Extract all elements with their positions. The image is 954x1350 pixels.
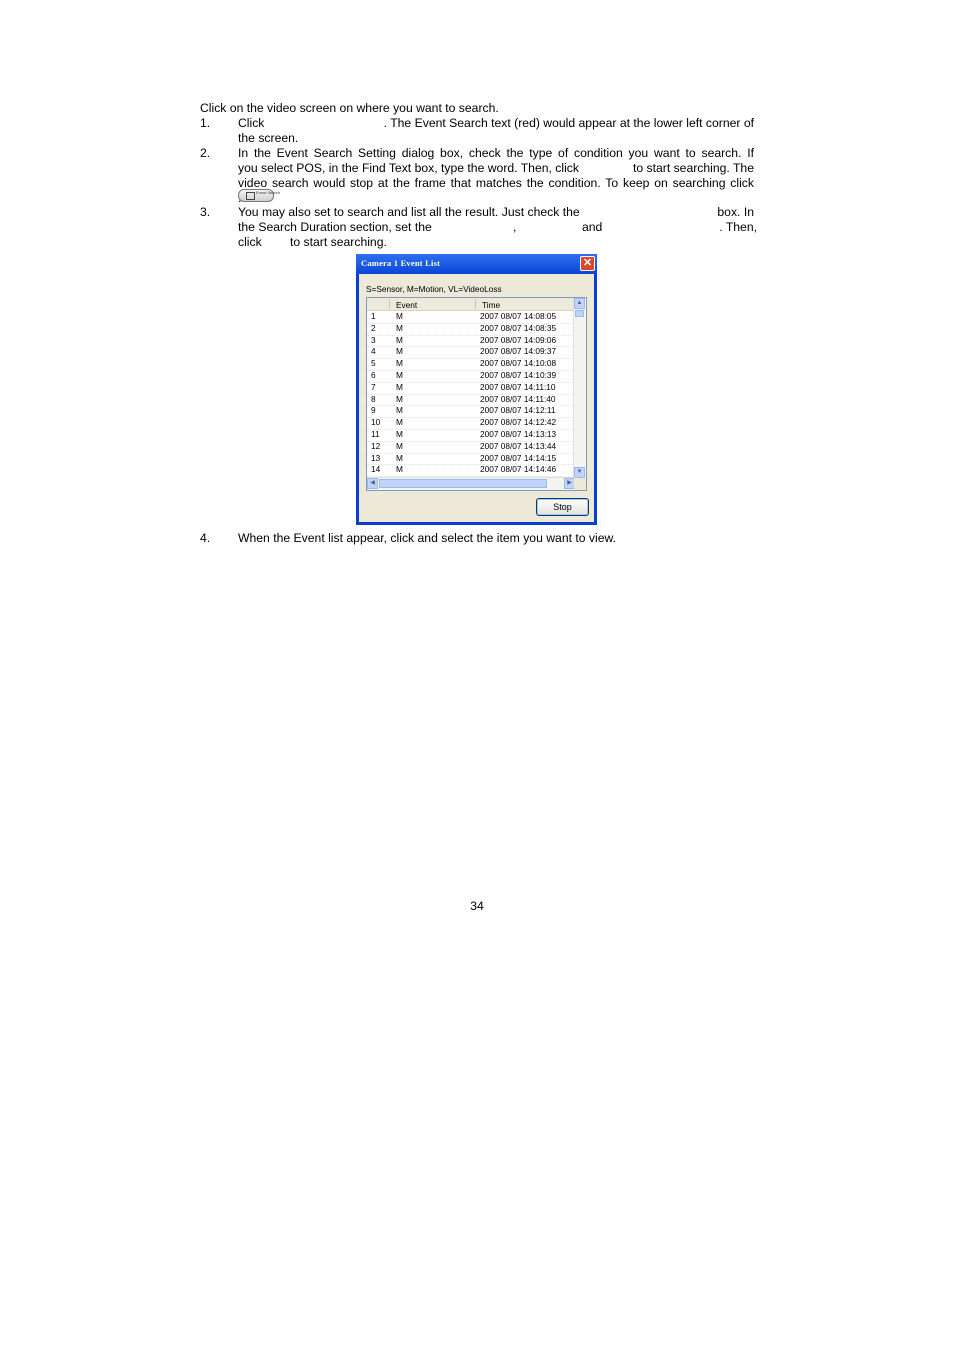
dialog-client-area — [359, 274, 594, 522]
row-time: 2007 08/07 14:12:42 — [480, 417, 557, 428]
vertical-scroll-thumb[interactable] — [575, 310, 584, 317]
step-1-line-1-a: Click — [238, 116, 265, 130]
row-event: M — [396, 429, 403, 439]
step-1-number: 1. — [200, 116, 211, 130]
event-search-icon-label: Event Search — [256, 190, 281, 196]
row-number: 7 — [371, 381, 376, 392]
list-header — [367, 298, 575, 311]
scroll-down-icon[interactable]: ▼ — [574, 467, 585, 478]
row-number: 9 — [371, 405, 376, 416]
row-event: M — [396, 452, 403, 463]
column-header-time[interactable]: Time — [482, 300, 501, 310]
scroll-up-icon[interactable]: ▲ — [574, 298, 585, 309]
step-3-line-3-a: click — [238, 234, 262, 249]
step-3-line-2-b: , — [513, 219, 517, 234]
row-number: 5 — [371, 358, 376, 369]
step-1-line-2: the screen. — [238, 130, 299, 145]
row-event: M — [396, 322, 403, 333]
step-4-text — [238, 531, 754, 546]
step-3-text — [238, 205, 757, 249]
row-time: 2007 08/07 14:10:08 — [480, 358, 557, 369]
scrollbar-corner — [574, 478, 586, 490]
row-time: 2007 08/07 14:11:40 — [480, 393, 556, 404]
row-number: 1 — [371, 311, 376, 321]
row-event: M — [396, 346, 403, 357]
dialog-titlebar[interactable] — [356, 254, 597, 274]
close-icon[interactable]: ✕ — [580, 256, 595, 271]
step-2-line-2-b: to start searching. The — [632, 160, 754, 175]
step-1-line-1-b: . The Event Search text (red) would appear at the lower left corner of — [383, 116, 754, 130]
vertical-scrollbar[interactable] — [573, 298, 586, 478]
row-time: 2007 08/07 14:10:39 — [480, 370, 557, 380]
row-number: 13 — [371, 452, 381, 463]
stop-button[interactable]: Stop — [536, 498, 589, 516]
row-number: 6 — [371, 370, 376, 380]
scroll-right-icon[interactable]: ▶ — [564, 478, 575, 489]
scroll-left-icon[interactable]: ◀ — [367, 478, 378, 489]
page-number: 34 — [470, 899, 484, 913]
row-time: 2007 08/07 14:13:44 — [480, 440, 557, 451]
row-number: 4 — [371, 346, 376, 357]
step-2-number: 2. — [200, 146, 211, 160]
row-number: 11 — [371, 429, 380, 439]
step-3-line-3-b: to start searching. — [290, 234, 387, 249]
step-2-line-1: In the Event Search Setting dialog box, check the type of condition you want to search. If — [238, 146, 754, 160]
row-number: 10 — [371, 417, 381, 428]
row-event: M — [396, 440, 403, 451]
step-2-line-3: video search would stop at the frame that matches the condition. To keep on searching click — [238, 175, 754, 190]
row-event: M — [396, 358, 403, 369]
step-3-line-2-d: . Then, — [719, 219, 757, 234]
row-number: 2 — [371, 322, 376, 333]
row-event: M — [396, 381, 403, 392]
dialog-title: Camera 1 Event List — [361, 258, 441, 268]
intro-text: Click on the video screen on where you want to search. — [200, 101, 499, 115]
row-event: M — [396, 405, 403, 416]
horizontal-scroll-thumb[interactable] — [379, 479, 547, 488]
row-event: M — [396, 334, 403, 345]
row-number: 14 — [371, 464, 381, 475]
row-number: 3 — [371, 334, 376, 345]
row-time: 2007 08/07 14:13:13 — [480, 429, 557, 439]
row-time: 2007 08/07 14:14:46 — [480, 464, 557, 475]
row-time: 2007 08/07 14:12:11 — [480, 405, 556, 416]
step-2-line-4-period: . — [238, 191, 242, 206]
row-number: 12 — [371, 440, 381, 451]
step-2-line-2-a: you select POS, in the Find Text box, type the word. Then, click — [238, 160, 579, 175]
row-event: M — [396, 417, 403, 428]
row-event: M — [396, 393, 403, 404]
row-time: 2007 08/07 14:08:35 — [480, 322, 557, 333]
row-time: 2007 08/07 14:09:06 — [480, 334, 557, 345]
row-number: 8 — [371, 393, 376, 404]
event-list-dialog — [356, 254, 597, 525]
step-1-text — [238, 116, 754, 146]
step-2-text — [238, 146, 754, 206]
play-icon — [246, 192, 255, 200]
event-legend: S=Sensor, M=Motion, VL=VideoLoss — [366, 284, 502, 294]
step-3-line-1-b: box. In — [717, 205, 754, 219]
row-time: 2007 08/07 14:11:10 — [480, 381, 556, 392]
step-3-line-2-c: and — [582, 219, 603, 234]
row-event: M — [396, 464, 403, 475]
row-time: 2007 08/07 14:09:37 — [480, 346, 557, 357]
row-event: M — [396, 311, 403, 321]
table-row[interactable] — [367, 464, 575, 477]
row-event: M — [396, 370, 403, 380]
step-4-line-1: When the Event list appear, click and select the item you want to view. — [238, 531, 617, 545]
step-4-number: 4. — [200, 531, 211, 545]
step-3-line-2-a: the Search Duration section, set the — [238, 219, 432, 234]
horizontal-scrollbar[interactable] — [367, 477, 575, 490]
step-3-number: 3. — [200, 205, 211, 219]
column-header-event[interactable]: Event — [396, 300, 418, 310]
row-time: 2007 08/07 14:14:15 — [480, 452, 557, 463]
step-3-line-1-a: You may also set to search and list all the result. Just check the — [238, 205, 580, 219]
row-time: 2007 08/07 14:08:05 — [480, 311, 557, 321]
event-list[interactable] — [366, 297, 587, 491]
